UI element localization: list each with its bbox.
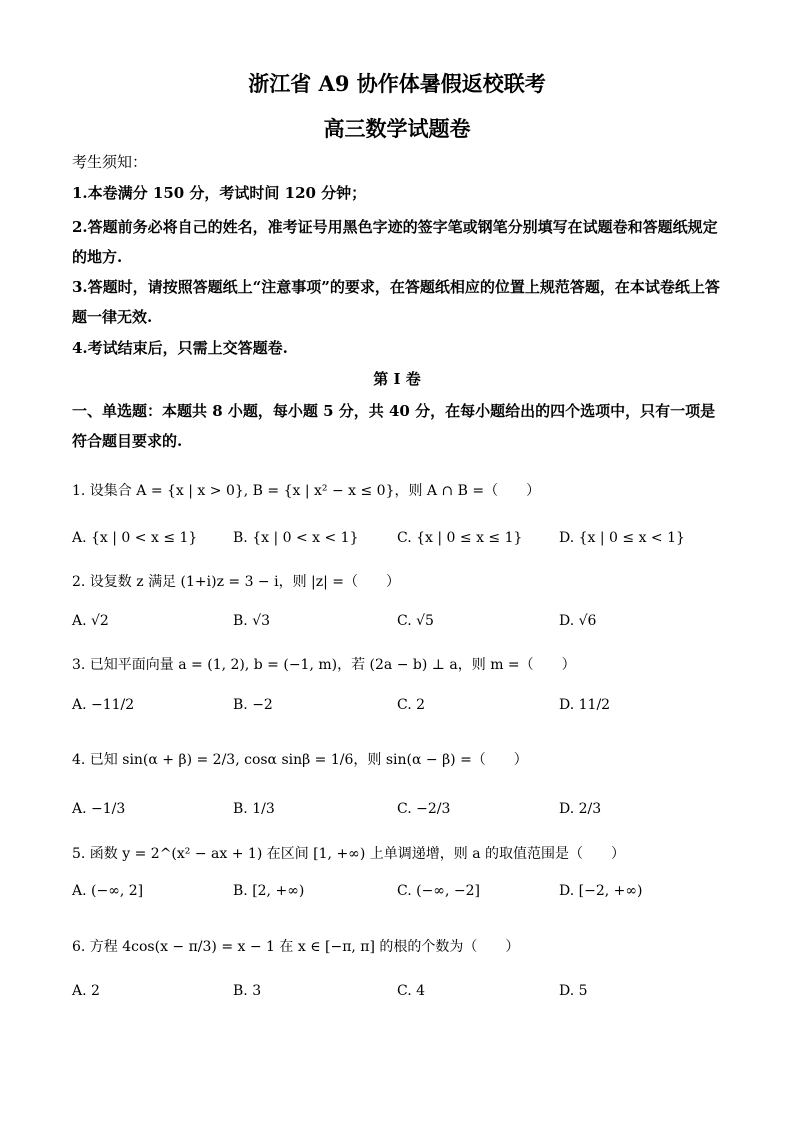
question-3-option-b: B. −2 <box>233 697 273 713</box>
section-heading: 一、单选题：本题共 8 小题，每小题 5 分，共 40 分，在每小题给出的四个选项中，只有一项是符合题目要求的. <box>72 402 716 450</box>
question-4-stem: 4. 已知 sin(α + β) = 2/3, cosα sinβ = 1/6，则 sin(α − β) =（ ） <box>72 752 528 768</box>
question-6-option-d: D. 5 <box>559 983 588 999</box>
question-2-option-c: C. √5 <box>397 613 434 629</box>
question-2-stem: 2. 设复数 z 满足 (1+i)z = 3 − i，则 |z| =（ ） <box>72 574 401 590</box>
notice-item-3: 3.答题时，请按照答题纸上“注意事项”的要求，在答题纸相应的位置上规范答题，在本试卷纸上答题一律无效. <box>72 278 720 326</box>
question-3-stem: 3. 已知平面向量 a = (1, 2), b = (−1, m)，若 (2a − b) ⊥ a，则 m =（ ） <box>72 657 576 673</box>
question-3-option-c: C. 2 <box>397 697 426 713</box>
question-6-option-a: A. 2 <box>72 983 100 999</box>
question-6-option-c: C. 4 <box>397 983 426 999</box>
exam-title: 浙江省 A9 协作体暑假返校联考 <box>248 71 546 96</box>
question-1-option-c: C. {x | 0 ≤ x ≤ 1} <box>397 530 523 546</box>
question-3-options <box>72 697 722 729</box>
question-3-option-d: D. 11/2 <box>559 697 611 713</box>
question-1-stem: 1. 设集合 A = {x | x > 0}, B = {x | x² − x ≤ 0}，则 A ∩ B =（ ） <box>72 483 541 499</box>
notice-item-1: 1.本卷满分 150 分，考试时间 120 分钟； <box>72 184 367 202</box>
question-4-option-a: A. −1/3 <box>72 801 126 817</box>
question-2-option-d: D. √6 <box>559 613 597 629</box>
exam-subtitle: 高三数学试题卷 <box>323 116 471 141</box>
question-4-options <box>72 801 722 833</box>
question-4-option-c: C. −2/3 <box>397 801 451 817</box>
notice-item-4: 4.考试结束后，只需上交答题卷. <box>72 339 288 357</box>
question-5-option-b: B. [2, +∞) <box>233 883 305 899</box>
question-5-stem: 5. 函数 y = 2^(x² − ax + 1) 在区间 [1, +∞) 上单调递增，则 a 的取值范围是（ ） <box>72 846 625 862</box>
question-5-option-a: A. (−∞, 2] <box>72 883 144 899</box>
notice-heading: 考生须知： <box>72 153 148 171</box>
question-6-stem: 6. 方程 4cos(x − π/3) = x − 1 在 x ∈ [−π, π] 的根的个数为（ ） <box>72 939 520 955</box>
question-4-option-d: D. 2/3 <box>559 801 602 817</box>
question-6-option-b: B. 3 <box>233 983 262 999</box>
question-6-options <box>72 983 722 1015</box>
question-1-option-a: A. {x | 0 < x ≤ 1} <box>72 530 198 546</box>
question-2-option-a: A. √2 <box>72 613 109 629</box>
question-4-option-b: B. 1/3 <box>233 801 275 817</box>
question-1-option-d: D. {x | 0 ≤ x < 1} <box>559 530 685 546</box>
question-5-option-d: D. [−2, +∞) <box>559 883 643 899</box>
question-5-option-c: C. (−∞, −2] <box>397 883 480 899</box>
question-2-options <box>72 613 722 645</box>
question-1-option-b: B. {x | 0 < x < 1} <box>233 530 359 546</box>
question-5-options <box>72 883 722 915</box>
question-3-option-a: A. −11/2 <box>72 697 135 713</box>
question-1-options <box>72 530 722 562</box>
section-mark: 第 I 卷 <box>373 370 421 388</box>
notice-item-2: 2.答题前务必将自己的姓名，准考证号用黑色字迹的签字笔或钢笔分别填写在试题卷和答题纸规定的地方. <box>72 218 718 266</box>
question-2-option-b: B. √3 <box>233 613 271 629</box>
